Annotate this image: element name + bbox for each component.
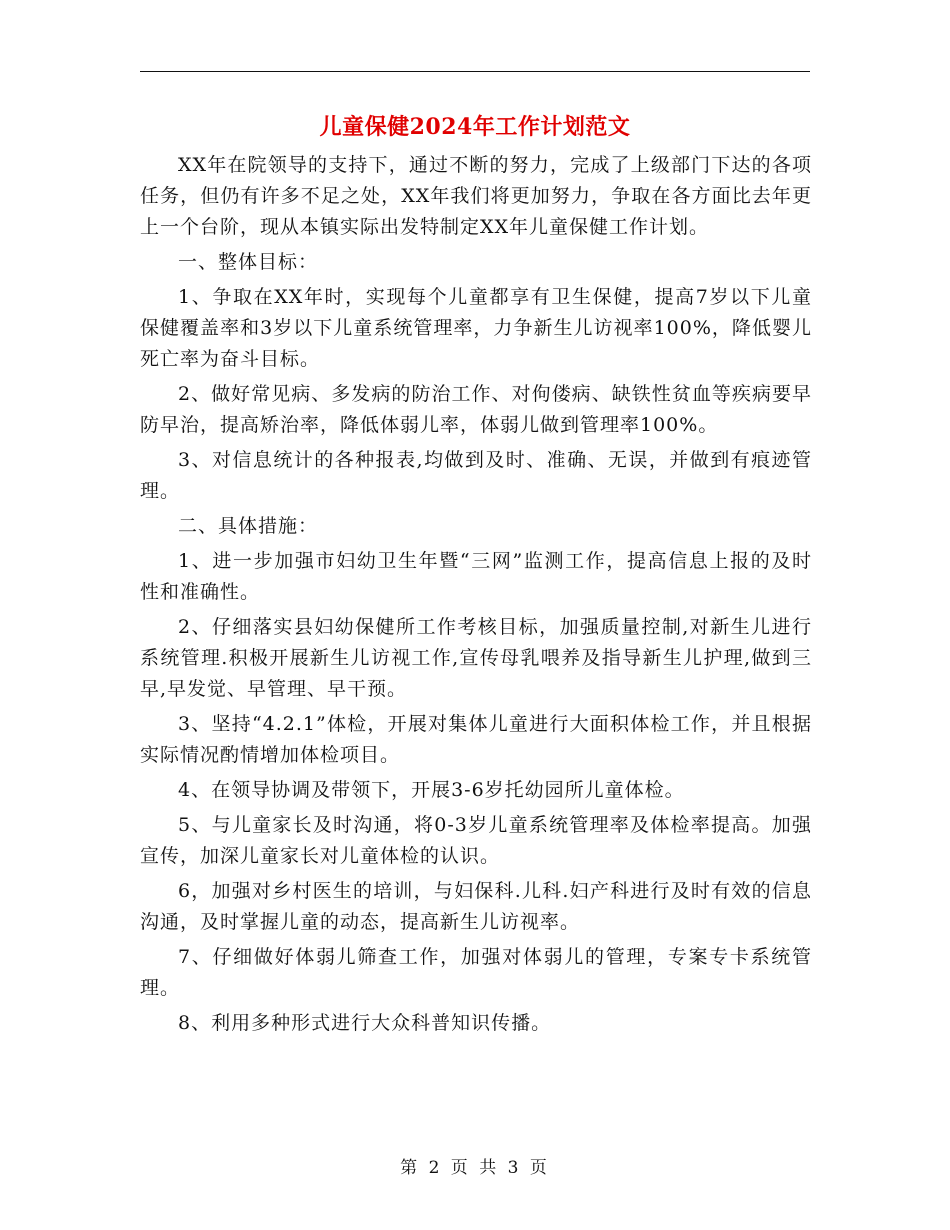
paragraph-measure-5: 5、与儿童家长及时沟通，将0-3岁儿童系统管理率及体检率提高。加强宣传，加深儿童家长对儿童体检的认识。 — [140, 814, 812, 867]
document-title: 儿童保健2024年工作计划范文 — [319, 114, 631, 140]
paragraph-measure-8: 8、利用多种形式进行大众科普知识传播。 — [178, 1012, 552, 1034]
document-body — [140, 150, 812, 1043]
paragraph-goal-3: 3、对信息统计的各种报表,均做到及时、准确、无误，并做到有痕迹管理。 — [140, 449, 812, 502]
section-heading-measures: 二、具体措施： — [178, 515, 319, 537]
section-heading-overall-goals: 一、整体目标： — [178, 251, 319, 273]
paragraph-measure-1: 1、进一步加强市妇幼卫生年暨“三网”监测工作，提高信息上报的及时性和准确性。 — [140, 550, 812, 603]
page-number-footer: 第 2 页 共 3 页 — [400, 1158, 550, 1178]
header-rule — [140, 71, 810, 72]
paragraph-measure-6: 6，加强对乡村医生的培训，与妇保科.儿科.妇产科进行及时有效的信息沟通，及时掌握儿童的动态，提高新生儿访视率。 — [140, 880, 812, 933]
paragraph-measure-7: 7、仔细做好体弱儿筛查工作，加强对体弱儿的管理，专案专卡系统管理。 — [140, 946, 812, 999]
paragraph-intro: XX年在院领导的支持下，通过不断的努力，完成了上级部门下达的各项任务，但仍有许多不足之处，XX年我们将更加努力，争取在各方面比去年更上一个台阶，现从本镇实际出发特制定XX年儿童保健工作计划。 — [140, 154, 812, 238]
paragraph-goal-2: 2、做好常见病、多发病的防治工作、对佝偻病、缺铁性贫血等疾病要早防早治，提高矫治率，降低体弱儿率，体弱儿做到管理率100%。 — [140, 383, 812, 436]
paragraph-measure-3: 3、坚持“4.2.1”体检，开展对集体儿童进行大面积体检工作，并且根据实际情况酌情增加体检项目。 — [140, 713, 812, 766]
paragraph-goal-1: 1、争取在XX年时，实现每个儿童都享有卫生保健，提高7岁以下儿童保健覆盖率和3岁以下儿童系统管理率，力争新生儿访视率100%，降低婴儿死亡率为奋斗目标。 — [140, 286, 812, 370]
paragraph-measure-4: 4、在领导协调及带领下，开展3-6岁托幼园所儿童体检。 — [178, 779, 685, 801]
paragraph-measure-2: 2、仔细落实县妇幼保健所工作考核目标，加强质量控制,对新生儿进行系统管理.积极开展新生儿访视工作,宣传母乳喂养及指导新生儿护理,做到三早,早发觉、早管理、早干预。 — [140, 616, 812, 700]
